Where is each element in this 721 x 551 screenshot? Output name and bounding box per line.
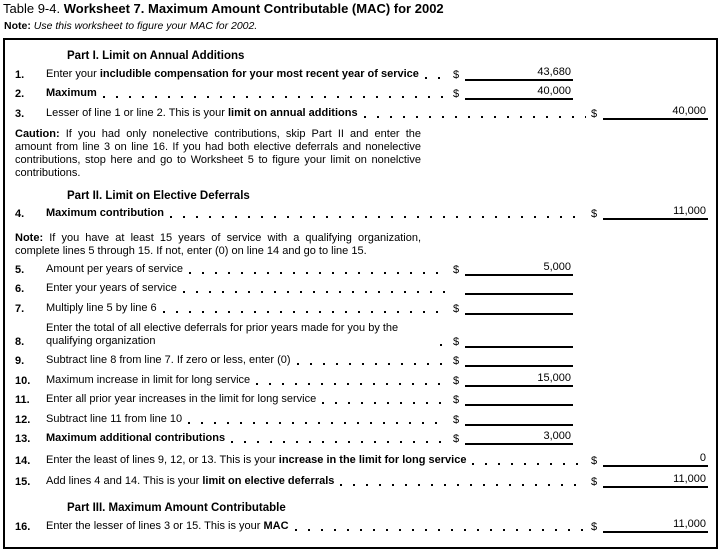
worksheet-row [5, 369, 716, 389]
entry-line [465, 352, 573, 367]
dollar-sign: $ [591, 107, 598, 120]
line-label: Enter the total of all elective deferrals for prior years made for you by the qualifying organization [46, 321, 399, 347]
line-label: Enter the lesser of lines 3 or 15. This is your MAC [46, 519, 289, 532]
dot-leader [231, 441, 448, 443]
part2-note-paragraph [15, 232, 421, 258]
line-number: 7. [15, 302, 25, 315]
line-label: Subtract line 8 from line 7. If zero or less, enter (0) [46, 354, 291, 366]
dollar-sign: $ [453, 263, 460, 276]
entry-line [603, 473, 708, 488]
dot-leader [189, 272, 448, 274]
dot-leader [188, 422, 448, 424]
dollar-sign: $ [453, 374, 460, 387]
worksheet-row [5, 471, 716, 491]
worksheet-row [5, 317, 716, 350]
dollar-sign: $ [591, 520, 598, 533]
entry-line [465, 333, 573, 348]
line-number: 13. [15, 433, 31, 445]
dollar-sign: $ [453, 88, 460, 100]
worksheet-row [5, 389, 716, 409]
entry-line [465, 66, 573, 81]
line-label: Maximum increase in limit for long service [46, 373, 251, 386]
dot-leader [322, 402, 448, 404]
entry-value: 15,000 [537, 371, 571, 384]
entry-line [465, 280, 573, 295]
part2-note-label: Note: [15, 232, 44, 244]
worksheet-row [5, 278, 716, 298]
dollar-sign: $ [591, 208, 598, 220]
line-label: Enter your years of service [46, 282, 177, 294]
table-number: Table 9-4. [3, 1, 61, 16]
entry-line [465, 372, 573, 387]
dollar-sign: $ [453, 68, 460, 81]
dot-leader [163, 311, 448, 313]
line-number: 9. [15, 355, 25, 367]
entry-value: 3,000 [543, 430, 571, 442]
worksheet-row [5, 408, 716, 428]
dot-leader [183, 291, 448, 293]
entry-value: 0 [699, 451, 706, 464]
line-number: 4. [15, 208, 25, 220]
worksheet-row [5, 258, 716, 278]
entry-line [465, 261, 573, 276]
entry-value: 11,000 [673, 473, 706, 485]
line-label: Multiply line 5 by line 6 [46, 301, 157, 314]
note-label: Note: [4, 20, 31, 32]
line-number: 1. [15, 68, 25, 81]
line-label: Subtract line 11 from line 10 [46, 412, 183, 425]
worksheet-row [5, 449, 716, 469]
line-number: 10. [15, 374, 31, 387]
line-label: Add lines 4 and 14. This is your limit on elective deferrals [46, 475, 335, 487]
entry-line [603, 105, 708, 120]
line-number: 16. [15, 520, 31, 533]
dollar-sign: $ [591, 454, 598, 467]
dot-leader [170, 216, 586, 218]
line-number: 6. [15, 283, 25, 295]
line-number: 3. [15, 107, 25, 120]
entry-line [603, 205, 708, 220]
line-number: 2. [15, 88, 25, 100]
dot-leader [425, 77, 448, 79]
caution-label: Caution: [15, 127, 60, 140]
worksheet-row [5, 83, 716, 103]
dot-leader [364, 116, 586, 118]
part1-heading: Part I. Limit on Annual Additions [67, 50, 245, 62]
line-label: Enter your includible compensation for your most recent year of service [46, 67, 419, 80]
worksheet-row [5, 63, 716, 83]
entry-line [465, 430, 573, 445]
entry-line [465, 391, 573, 406]
line-label: Enter the least of lines 9, 12, or 13. This is your increase in the limit for long service [46, 453, 467, 466]
entry-value: 43,680 [537, 65, 571, 78]
entry-line [603, 452, 708, 467]
dot-leader [295, 529, 586, 531]
dot-leader [256, 383, 448, 385]
line-label: Amount per years of service [46, 262, 183, 275]
line-number: 12. [15, 413, 31, 426]
worksheet-row [5, 102, 716, 122]
line-label: Maximum contribution [46, 207, 164, 219]
document-note [4, 20, 257, 32]
line-label: Lesser of line 1 or line 2. This is your limit on annual additions [46, 106, 358, 119]
part2-heading: Part II. Limit on Elective Deferrals [67, 189, 250, 202]
line-number: 14. [15, 454, 31, 467]
worksheet-row [5, 297, 716, 317]
line-number: 15. [15, 476, 31, 488]
entry-line [603, 518, 708, 533]
dollar-sign: $ [453, 433, 460, 445]
dollar-sign: $ [453, 394, 460, 406]
entry-line [465, 300, 573, 315]
entry-value: 5,000 [543, 260, 571, 273]
entry-value: 11,000 [673, 205, 706, 217]
note-text: Use this worksheet to figure your MAC for 2002. [33, 20, 258, 32]
dollar-sign: $ [591, 476, 598, 488]
entry-value: 40,000 [537, 85, 571, 97]
worksheet-box [3, 38, 718, 549]
entry-value: 40,000 [672, 104, 706, 117]
caution-text: If you had only nonelective contributions, skip Part II and enter the amount from line 3 on line 16. If you had both elective deferrals and nonelective contributions, stop here and go to Worksheet 5 to figure your limit on nonelctive contributions. [15, 127, 422, 179]
line-number: 8. [15, 335, 25, 348]
dot-leader [440, 344, 448, 346]
dollar-sign: $ [453, 335, 460, 348]
line-label: Enter all prior year increases in the limit for long service [46, 393, 317, 405]
line-number: 11. [15, 394, 30, 406]
part3-heading: Part III. Maximum Amount Contributable [67, 502, 286, 514]
worksheet-row [5, 350, 716, 370]
line-number: 5. [15, 263, 25, 276]
worksheet-row [5, 515, 716, 535]
worksheet-title: Worksheet 7. Maximum Amount Contributable (MAC) for 2002 [63, 1, 444, 16]
worksheet-row [5, 428, 716, 448]
dot-leader [103, 96, 448, 98]
part2-note-text: If you have at least 15 years of service with a qualifying organization, complete lines 5 through 15. If not, enter (0) on line 14 and go to line 15. [15, 232, 422, 257]
entry-line [465, 85, 573, 100]
dot-leader [340, 484, 586, 486]
document-title [3, 1, 444, 16]
entry-value: 11,000 [673, 517, 706, 530]
dollar-sign: $ [453, 302, 460, 315]
caution-paragraph [15, 128, 421, 180]
worksheet-row [5, 203, 716, 223]
dollar-sign: $ [453, 413, 460, 426]
dot-leader [297, 363, 448, 365]
dollar-sign: $ [453, 355, 460, 367]
dot-leader [472, 463, 586, 465]
line-label: Maximum additional contributions [46, 432, 226, 444]
entry-line [465, 411, 573, 426]
line-label: Maximum [46, 87, 97, 99]
